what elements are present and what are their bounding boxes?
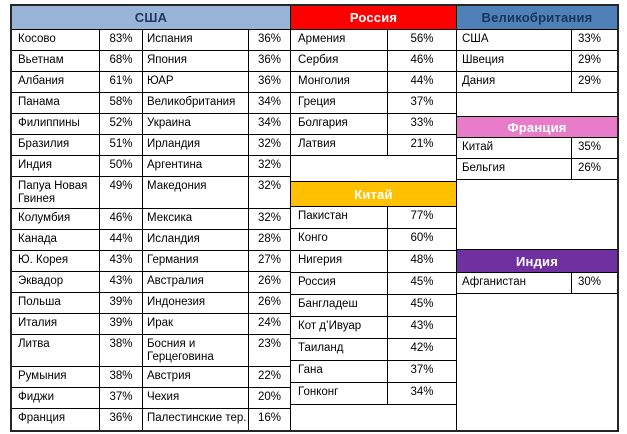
country-cell: Италия [12, 314, 100, 334]
percent-cell: 61% [100, 72, 143, 92]
country-cell: Франция [12, 409, 100, 430]
table-row [291, 295, 456, 317]
table-row [291, 135, 456, 156]
country-cell: Колумбия [12, 209, 100, 229]
table-row [291, 30, 456, 51]
table-row [291, 207, 456, 229]
table-row [291, 114, 456, 135]
table-row [291, 72, 456, 93]
country-cell: Польша [12, 293, 100, 313]
country-cell: Австрия [143, 367, 249, 387]
table-row [291, 51, 456, 72]
table-row [12, 293, 290, 314]
percent-cell: 42% [410, 342, 434, 354]
percent-cell: 43% [100, 251, 143, 271]
percent-cell: 32% [257, 180, 282, 192]
percent-cell: 29% [578, 75, 602, 87]
country-cell: Ю. Корея [12, 251, 100, 271]
section-rows-usa [12, 30, 290, 430]
country-cell: Канада [12, 230, 100, 250]
table-row [12, 272, 290, 293]
country-cell: Исландия [143, 230, 249, 250]
empty-area [457, 180, 617, 250]
section-rows-russia [291, 30, 456, 156]
country-cell: Германия [143, 251, 249, 271]
percent-cell: 52% [100, 114, 143, 134]
percent-cell: 34% [257, 117, 282, 129]
country-cell: Япония [143, 51, 249, 71]
empty-area [291, 405, 456, 430]
table-row [12, 51, 290, 72]
percent-cell: 39% [100, 314, 143, 334]
table-row [291, 383, 456, 405]
country-cell: Литва [12, 335, 100, 366]
percent-cell: 36% [257, 54, 282, 66]
percent-cell: 20% [257, 391, 282, 403]
country-cell: Сербия [291, 51, 388, 71]
section-rows-uk [457, 30, 617, 93]
country-cell: Бразилия [12, 135, 100, 155]
percent-cell: 33% [578, 33, 602, 45]
table-row [457, 159, 617, 180]
percent-cell: 43% [410, 320, 434, 332]
table-row [12, 114, 290, 135]
country-cell: США [457, 30, 572, 50]
percent-cell: 60% [410, 232, 434, 244]
percent-cell: 37% [410, 96, 434, 108]
country-cell: Аргентина [143, 156, 249, 176]
section-header-russia: Россия [291, 6, 456, 30]
country-cell: Фиджи [12, 388, 100, 408]
section-header-france: Франция [457, 117, 617, 138]
data-table [10, 4, 619, 432]
country-cell: Чехия [143, 388, 249, 408]
percent-cell: 77% [410, 210, 434, 222]
table-row [12, 335, 290, 367]
section-header-india: Индия [457, 250, 617, 273]
country-cell: Болгария [291, 114, 388, 134]
percent-cell: 32% [257, 138, 282, 150]
percent-cell: 43% [100, 272, 143, 292]
country-cell: Бангладеш [291, 295, 388, 316]
percent-cell: 26% [578, 162, 602, 174]
table-row [12, 93, 290, 114]
country-cell: Конго [291, 229, 388, 250]
percent-cell: 44% [100, 230, 143, 250]
country-cell: Гана [291, 361, 388, 382]
section-header-uk: Великобритания [457, 6, 617, 30]
country-cell: Украина [143, 114, 249, 134]
section-rows-france [457, 138, 617, 180]
percent-cell: 44% [410, 75, 434, 87]
country-cell: Армения [291, 30, 388, 50]
empty-row [457, 93, 617, 117]
percent-cell: 21% [410, 138, 434, 150]
percent-cell: 26% [257, 296, 282, 308]
country-cell: Дания [457, 72, 572, 92]
percent-cell: 37% [410, 364, 434, 376]
percent-cell: 46% [100, 209, 143, 229]
table-row [12, 251, 290, 272]
country-cell: Панама [12, 93, 100, 113]
section-header-usa: США [12, 6, 290, 30]
country-cell: Швеция [457, 51, 572, 71]
country-cell: Папуа Новая Гвинея [12, 177, 100, 208]
column-usa [12, 6, 291, 430]
percent-cell: 36% [257, 75, 282, 87]
country-cell: Мексика [143, 209, 249, 229]
country-cell: Бельгия [457, 159, 572, 179]
percent-cell: 26% [257, 275, 282, 287]
country-cell: Косово [12, 30, 100, 50]
percent-cell: 37% [100, 388, 143, 408]
country-cell: Австралия [143, 272, 249, 292]
table-row [457, 72, 617, 93]
percent-cell: 45% [410, 298, 434, 310]
percent-cell: 68% [100, 51, 143, 71]
percent-cell: 38% [100, 335, 143, 366]
table-row [12, 72, 290, 93]
country-cell: Индонезия [143, 293, 249, 313]
table-row [12, 177, 290, 209]
country-cell: Латвия [291, 135, 388, 155]
country-cell: Вьетнам [12, 51, 100, 71]
country-cell: Ирак [143, 314, 249, 334]
country-cell: Нигерия [291, 251, 388, 272]
percent-cell: 51% [100, 135, 143, 155]
section-header-china: Китай [291, 182, 456, 207]
country-cell: Палестинские тер. [143, 409, 249, 430]
percent-cell: 49% [100, 177, 143, 208]
percent-cell: 23% [257, 338, 282, 350]
country-cell: Румыния [12, 367, 100, 387]
table-row [12, 156, 290, 177]
percent-cell: 22% [257, 370, 282, 382]
table-row [291, 317, 456, 339]
percent-cell: 27% [257, 254, 282, 266]
country-cell: Россия [291, 273, 388, 294]
country-cell: Испания [143, 30, 249, 50]
percent-cell: 36% [257, 33, 282, 45]
country-cell: Индия [12, 156, 100, 176]
percent-cell: 33% [410, 117, 434, 129]
percent-cell: 34% [410, 386, 434, 398]
country-cell: ЮАР [143, 72, 249, 92]
table-row [457, 51, 617, 72]
country-cell: Гонконг [291, 383, 388, 404]
percent-cell: 32% [257, 159, 282, 171]
country-cell: Босния и Герцеговина [143, 335, 249, 366]
country-cell: Кот д’Ивуар [291, 317, 388, 338]
table-row [12, 209, 290, 230]
percent-cell: 36% [100, 409, 143, 430]
country-cell: Греция [291, 93, 388, 113]
percent-cell: 24% [257, 317, 282, 329]
percent-cell: 56% [410, 33, 434, 45]
table-row [291, 93, 456, 114]
percent-cell: 30% [578, 276, 602, 288]
percent-cell: 39% [100, 293, 143, 313]
country-cell: Монголия [291, 72, 388, 92]
percent-cell: 46% [410, 54, 434, 66]
table-row [457, 273, 617, 294]
table-row [12, 409, 290, 430]
empty-row [291, 156, 456, 182]
table-row [457, 138, 617, 159]
section-rows-china [291, 207, 456, 405]
percent-cell: 34% [257, 96, 282, 108]
percent-cell: 16% [257, 412, 282, 424]
table-row [291, 273, 456, 295]
country-cell: Эквадор [12, 272, 100, 292]
table-row [12, 388, 290, 409]
percent-cell: 45% [410, 276, 434, 288]
country-cell: Албания [12, 72, 100, 92]
percent-cell: 83% [100, 30, 143, 50]
country-cell: Филиппины [12, 114, 100, 134]
percent-cell: 50% [100, 156, 143, 176]
empty-area [457, 294, 617, 430]
country-cell: Афганистан [457, 273, 572, 293]
table-row [12, 367, 290, 388]
percent-cell: 35% [578, 141, 602, 153]
percent-cell: 32% [257, 212, 282, 224]
percent-cell: 29% [578, 54, 602, 66]
country-cell: Таиланд [291, 339, 388, 360]
column-uk-france-india [457, 6, 617, 430]
table-row [291, 361, 456, 383]
table-row [12, 314, 290, 335]
table-row [291, 251, 456, 273]
column-russia-china [291, 6, 457, 430]
country-cell: Великобритания [143, 93, 249, 113]
table-row [291, 339, 456, 361]
table-row [291, 229, 456, 251]
country-cell: Пакистан [291, 207, 388, 228]
percent-cell: 58% [100, 93, 143, 113]
table-row [12, 230, 290, 251]
country-cell: Ирландия [143, 135, 249, 155]
country-cell: Китай [457, 138, 572, 158]
percent-cell: 38% [100, 367, 143, 387]
percent-cell: 48% [410, 254, 434, 266]
percent-cell: 28% [257, 233, 282, 245]
section-rows-india [457, 273, 617, 294]
country-cell: Македония [143, 177, 249, 208]
table-row [12, 135, 290, 156]
table-row [457, 30, 617, 51]
table-row [12, 30, 290, 51]
